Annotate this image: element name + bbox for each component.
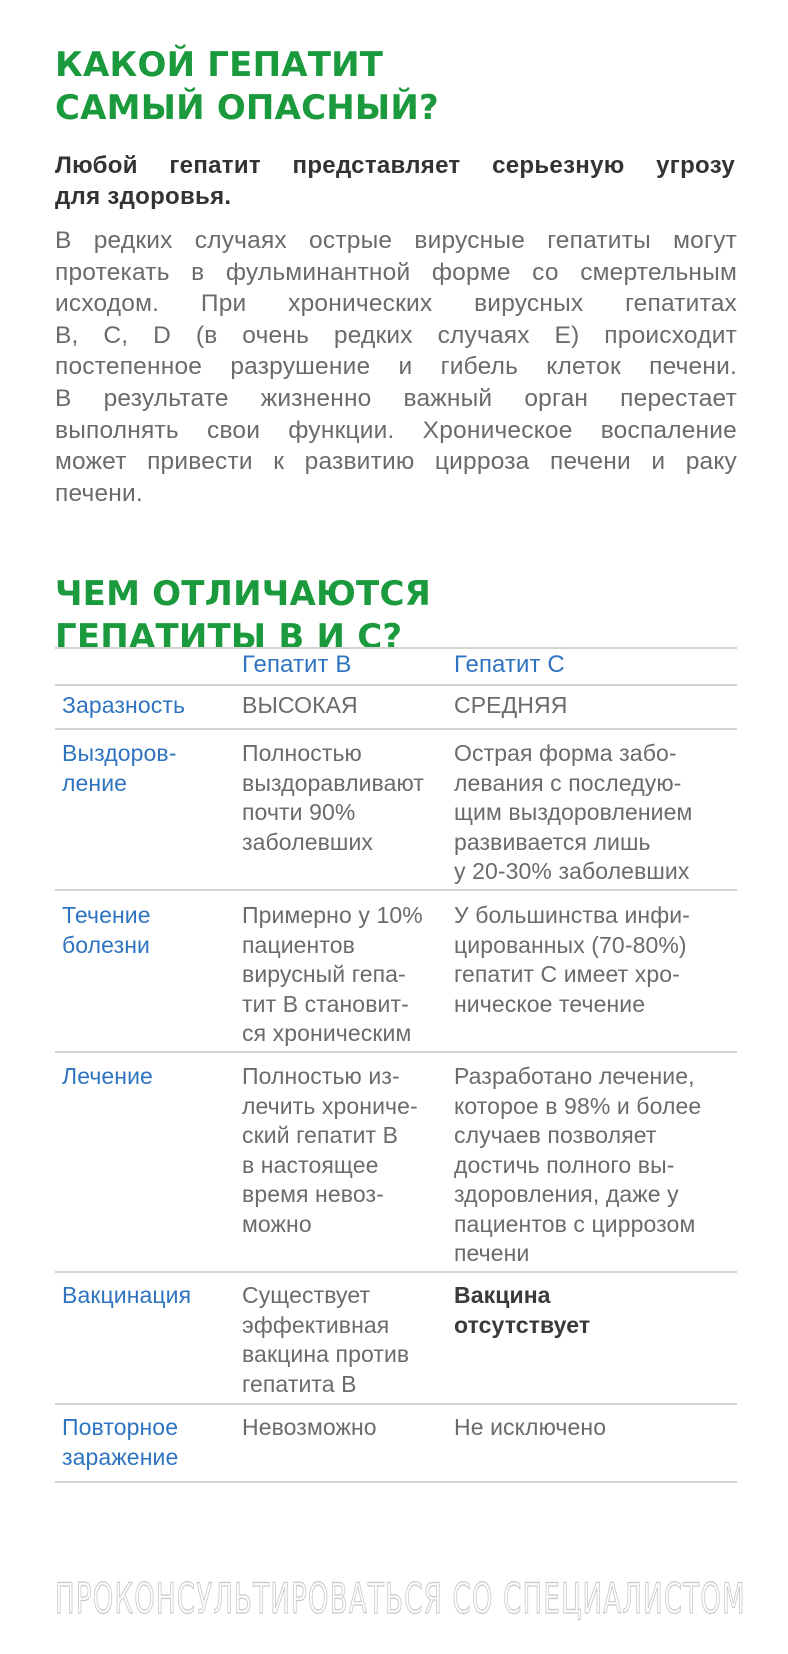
- cell-b-disease-course: [242, 901, 423, 1049]
- lead-line: для здоровья.: [55, 183, 232, 210]
- title-line: ГЕПАТИТЫ В И С?: [55, 617, 403, 657]
- body-line: может привести к развитию цирроза печени и раку: [55, 448, 737, 476]
- cell-line: в настоящее: [242, 1151, 379, 1178]
- label-line: Лечение: [62, 1063, 153, 1089]
- label-line: заражение: [62, 1443, 179, 1470]
- row-label-reinfection: [62, 1413, 178, 1472]
- table-bottom-rule: [55, 1481, 737, 1483]
- cell-line: лечить хрониче-: [242, 1092, 418, 1119]
- cell-line: Полностью из-: [242, 1063, 400, 1089]
- label-line: Выздоров-: [62, 740, 177, 766]
- body-paragraph: [55, 225, 737, 509]
- cell-line: щим выздоровлением: [454, 799, 693, 825]
- cell-c-contagiousness: [454, 691, 567, 721]
- lead-paragraph: [55, 150, 735, 212]
- cell-line: левания с последую-: [454, 769, 682, 796]
- cell-line: Невозможно: [242, 1414, 377, 1440]
- cell-b-contagiousness: [242, 691, 358, 721]
- consult-specialist-banner: ПРОКОНСУЛЬТИРОВАТЬСЯ СО СПЕЦИАЛИСТОМ: [55, 1574, 746, 1623]
- row-label-treatment: [62, 1062, 153, 1092]
- table-top-rule: [55, 647, 737, 649]
- cell-c-recovery: [454, 739, 692, 887]
- row-label-recovery: [62, 739, 177, 798]
- row-rule: [55, 1271, 737, 1273]
- body-line: B, C, D (в очень редких случаях E) происходит: [55, 321, 737, 349]
- cell-line: Вакцина: [454, 1282, 551, 1308]
- cell-b-vaccination: [242, 1281, 409, 1399]
- cell-line: можно: [242, 1210, 312, 1237]
- body-line: постепенное разрушение и гибель клеток печени.: [55, 353, 737, 381]
- label-line: Повторное: [62, 1414, 179, 1440]
- cell-line: цированных (70-80%): [454, 931, 687, 958]
- row-rule: [55, 1051, 737, 1053]
- column-header-hepatitis-b: [242, 650, 352, 680]
- cell-line: выздоравливают: [242, 769, 424, 796]
- cell-line: время невоз-: [242, 1181, 384, 1207]
- label-line: Вакцинация: [62, 1282, 192, 1308]
- cell-line: эффективная: [242, 1311, 390, 1338]
- cell-c-reinfection: [454, 1413, 606, 1443]
- header-text: Гепатит С: [454, 651, 565, 678]
- body-line: выполнять свои функции. Хроническое воспаление: [55, 416, 737, 444]
- cell-line: здоровления, даже у: [454, 1181, 679, 1207]
- row-label-contagiousness: [62, 691, 185, 721]
- cell-line: Не исключено: [454, 1414, 607, 1440]
- cell-b-recovery: [242, 739, 424, 857]
- title-line: КАКОЙ ГЕПАТИТ: [55, 45, 384, 85]
- header-rule: [55, 684, 737, 686]
- column-header-hepatitis-c: [454, 650, 565, 680]
- cell-line: отсутствует: [454, 1311, 591, 1338]
- cell-line: гепатит С имеет хро-: [454, 961, 680, 987]
- body-line: протекать в фульминантной форме со смертельным: [55, 258, 737, 286]
- cell-line: которое в 98% и более: [454, 1092, 702, 1119]
- cell-line: ническое течение: [454, 990, 646, 1017]
- row-label-vaccination: [62, 1281, 191, 1311]
- cell-line: тит В становит-: [242, 990, 409, 1017]
- title-line: САМЫЙ ОПАСНЫЙ?: [55, 88, 439, 128]
- cell-c-vaccination: [454, 1281, 590, 1340]
- label-line: Течение: [62, 902, 151, 928]
- label-line: Заразность: [62, 692, 186, 718]
- cell-line: Острая форма забо-: [454, 740, 677, 766]
- title-line: ЧЕМ ОТЛИЧАЮТСЯ: [55, 574, 431, 614]
- cell-line: достичь полного вы-: [454, 1151, 675, 1178]
- cell-line: Примерно у 10%: [242, 902, 423, 928]
- cell-line: Существует: [242, 1282, 371, 1308]
- cell-b-reinfection: [242, 1413, 377, 1443]
- cell-line: печени: [454, 1240, 530, 1266]
- row-rule: [55, 889, 737, 891]
- cell-c-treatment: [454, 1062, 701, 1269]
- cell-line: вирусный гепа-: [242, 961, 406, 987]
- cell-c-disease-course: [454, 901, 690, 1019]
- body-line: В результате жизненно важный орган перестает: [55, 384, 737, 412]
- cell-line: развивается лишь: [454, 828, 651, 855]
- cell-line: ВЫСОКАЯ: [242, 692, 358, 718]
- body-line: В редких случаях острые вирусные гепатиты могут: [55, 227, 737, 254]
- body-line: печени.: [55, 479, 143, 507]
- row-rule: [55, 728, 737, 730]
- section-title-most-dangerous: [55, 44, 439, 130]
- body-line: исходом. При хронических вирусных гепатитах: [55, 290, 737, 318]
- cell-line: У большинства инфи-: [454, 902, 690, 928]
- cell-line: Полностью: [242, 740, 362, 766]
- label-line: болезни: [62, 931, 150, 958]
- cell-line: заболевших: [242, 828, 374, 855]
- cell-line: случаев позволяет: [454, 1122, 657, 1148]
- label-line: ление: [62, 769, 128, 796]
- cell-line: пациентов с циррозом: [454, 1210, 696, 1237]
- cell-line: у 20-30% заболевших: [454, 858, 690, 884]
- cell-line: Разработано лечение,: [454, 1063, 695, 1089]
- cell-line: пациентов: [242, 931, 355, 958]
- row-rule: [55, 1403, 737, 1405]
- cell-b-treatment: [242, 1062, 418, 1239]
- cell-line: ский гепатит В: [242, 1122, 399, 1148]
- cell-line: почти 90%: [242, 799, 356, 825]
- lead-line: Любой гепатит представляет серьезную угрозу: [55, 152, 735, 179]
- cell-line: гепатита В: [242, 1370, 357, 1397]
- row-label-disease-course: [62, 901, 151, 960]
- cell-line: СРЕДНЯЯ: [454, 692, 568, 718]
- header-text: Гепатит В: [242, 651, 352, 678]
- cell-line: ся хроническим: [242, 1020, 412, 1046]
- cell-line: вакцина против: [242, 1341, 410, 1367]
